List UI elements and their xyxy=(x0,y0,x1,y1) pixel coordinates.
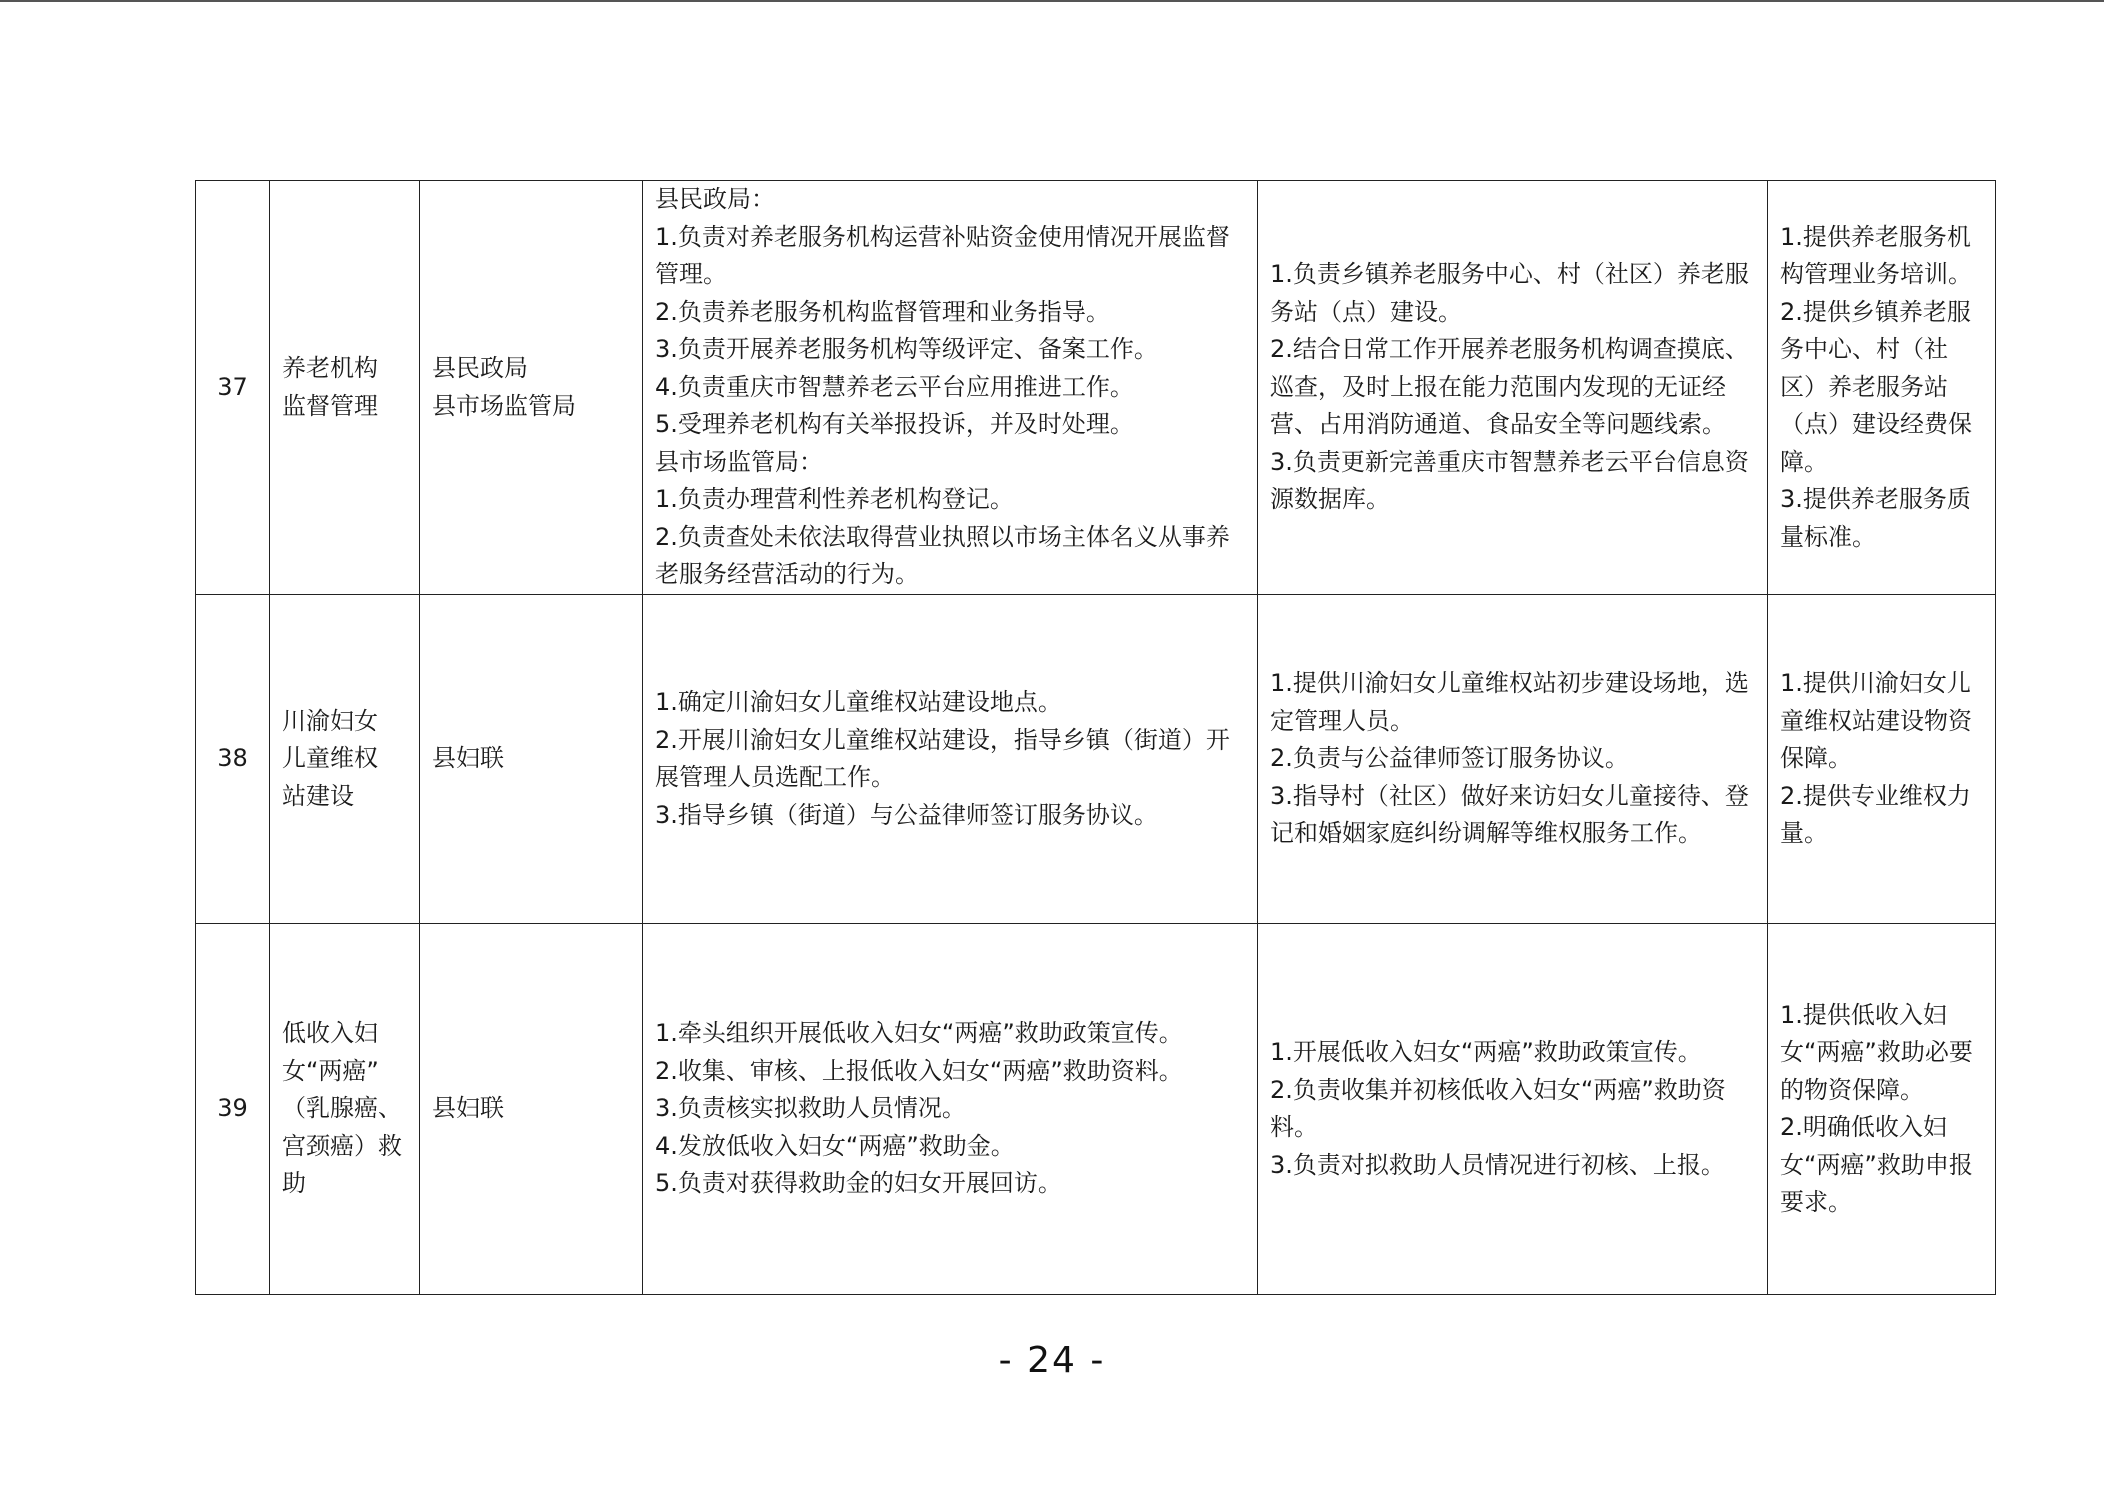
department-name: 县妇联 xyxy=(432,1094,504,1123)
duty-item: 5.负责对获得救助金的妇女开展回访。 xyxy=(655,1169,1062,1198)
duty-item: 1.牵头组织开展低收入妇女“两癌”救助政策宣传。 xyxy=(655,1019,1183,1048)
county-duties-cell xyxy=(643,924,1258,1295)
duty-list-table xyxy=(195,180,1996,1295)
duty-item: 4.负责重庆市智慧养老云平台应用推进工作。 xyxy=(655,372,1134,401)
support-item: 2.提供乡镇养老服务中心、村（社区）养老服务站（点）建设经费保障。 xyxy=(1780,297,1972,476)
duty-item: 2.负责养老服务机构监督管理和业务指导。 xyxy=(655,297,1110,326)
duty-item: 2.开展川渝妇女儿童维权站建设，指导乡镇（街道）开展管理人员选配工作。 xyxy=(655,725,1230,791)
table-row xyxy=(196,924,1996,1295)
duty-item: 1.开展低收入妇女“两癌”救助政策宣传。 xyxy=(1270,1038,1702,1066)
page-number: - 24 - xyxy=(998,1340,1106,1381)
item-name-line: 站建设 xyxy=(282,781,354,810)
county-duties-cell xyxy=(643,181,1258,595)
item-name-cell xyxy=(270,595,420,924)
duty-item: 3.指导乡镇（街道）与公益律师签订服务协议。 xyxy=(655,800,1158,829)
row-number: 38 xyxy=(217,744,248,773)
item-name-cell xyxy=(270,924,420,1295)
row-number-cell xyxy=(196,181,270,595)
support-cell xyxy=(1768,595,1996,924)
department-name: 县民政局 xyxy=(432,354,528,382)
duty-item: 1.负责办理营利性养老机构登记。 xyxy=(655,485,1014,514)
row-number-cell xyxy=(196,595,270,924)
row-number: 37 xyxy=(217,372,248,401)
support-item: 1.提供养老服务机构管理业务培训。 xyxy=(1780,222,1972,289)
item-name-line: 川渝妇女 xyxy=(282,706,378,735)
row-number: 39 xyxy=(217,1094,248,1123)
duty-item: 2.负责收集并初核低收入妇女“两癌”救助资料。 xyxy=(1270,1075,1726,1141)
support-item: 2.明确低收入妇女“两癌”救助申报要求。 xyxy=(1780,1113,1973,1216)
duty-item: 3.负责对拟救助人员情况进行初核、上报。 xyxy=(1270,1150,1725,1179)
item-name-line: 低收入妇 xyxy=(282,1019,378,1048)
support-cell xyxy=(1768,924,1996,1295)
duty-item: 3.指导村（社区）做好来访妇女儿童接待、登记和婚姻家庭纠纷调解等维权服务工作。 xyxy=(1270,781,1749,848)
table-row xyxy=(196,181,1996,595)
item-name-line: 养老机构 xyxy=(282,354,378,382)
duty-item: 1.负责对养老服务机构运营补贴资金使用情况开展监督管理。 xyxy=(655,222,1230,289)
department-name: 县妇联 xyxy=(432,744,504,773)
row-number-cell xyxy=(196,924,270,1295)
duty-item: 2.负责查处未依法取得营业执照以市场主体名义从事养老服务经营活动的行为。 xyxy=(655,522,1230,589)
duty-item: 3.负责更新完善重庆市智慧养老云平台信息资源数据库。 xyxy=(1270,447,1749,514)
duty-item: 2.收集、审核、上报低收入妇女“两癌”救助资料。 xyxy=(655,1056,1183,1085)
department-cell xyxy=(420,181,643,595)
item-name-cell xyxy=(270,181,420,595)
support-item: 3.提供养老服务质量标准。 xyxy=(1780,485,1971,551)
support-item: 1.提供低收入妇女“两癌”救助必要的物资保障。 xyxy=(1780,1000,1973,1104)
duty-heading: 县民政局： xyxy=(655,185,775,214)
duty-item: 5.受理养老机构有关举报投诉，并及时处理。 xyxy=(655,410,1134,439)
item-name-line: 儿童维权 xyxy=(282,744,378,773)
department-cell xyxy=(420,924,643,1295)
township-duties-cell xyxy=(1258,924,1768,1295)
duty-item: 3.负责开展养老服务机构等级评定、备案工作。 xyxy=(655,335,1158,364)
township-duties-cell xyxy=(1258,595,1768,924)
table-row xyxy=(196,595,1996,924)
item-name-line: （乳腺癌、 xyxy=(282,1094,402,1123)
item-name-line: 女“两癌” xyxy=(282,1056,379,1085)
department-cell xyxy=(420,595,643,924)
department-name: 县市场监管局 xyxy=(432,391,576,420)
township-duties-cell xyxy=(1258,181,1768,595)
item-name-line: 监督管理 xyxy=(282,391,378,420)
support-item: 1.提供川渝妇女儿童维权站建设物资保障。 xyxy=(1780,669,1972,773)
duty-item: 2.结合日常工作开展养老服务机构调查摸底、巡查，及时上报在能力范围内发现的无证经营、占用消防通道、食品安全等问题线索。 xyxy=(1270,335,1749,439)
duty-item: 2.负责与公益律师签订服务协议。 xyxy=(1270,744,1629,773)
duty-item: 1.确定川渝妇女儿童维权站建设地点。 xyxy=(655,688,1062,716)
duty-heading: 县市场监管局： xyxy=(655,447,823,476)
duty-item: 1.提供川渝妇女儿童维权站初步建设场地，选定管理人员。 xyxy=(1270,669,1749,735)
duty-item: 3.负责核实拟救助人员情况。 xyxy=(655,1094,966,1123)
duty-item: 1.负责乡镇养老服务中心、村（社区）养老服务站（点）建设。 xyxy=(1270,260,1749,326)
duty-item: 4.发放低收入妇女“两癌”救助金。 xyxy=(655,1131,1015,1160)
item-name-line: 宫颈癌）救 xyxy=(282,1131,402,1160)
page-top-border xyxy=(0,0,2104,2)
support-item: 2.提供专业维权力量。 xyxy=(1780,781,1971,848)
county-duties-cell xyxy=(643,595,1258,924)
support-cell xyxy=(1768,181,1996,595)
item-name-line: 助 xyxy=(282,1169,306,1198)
